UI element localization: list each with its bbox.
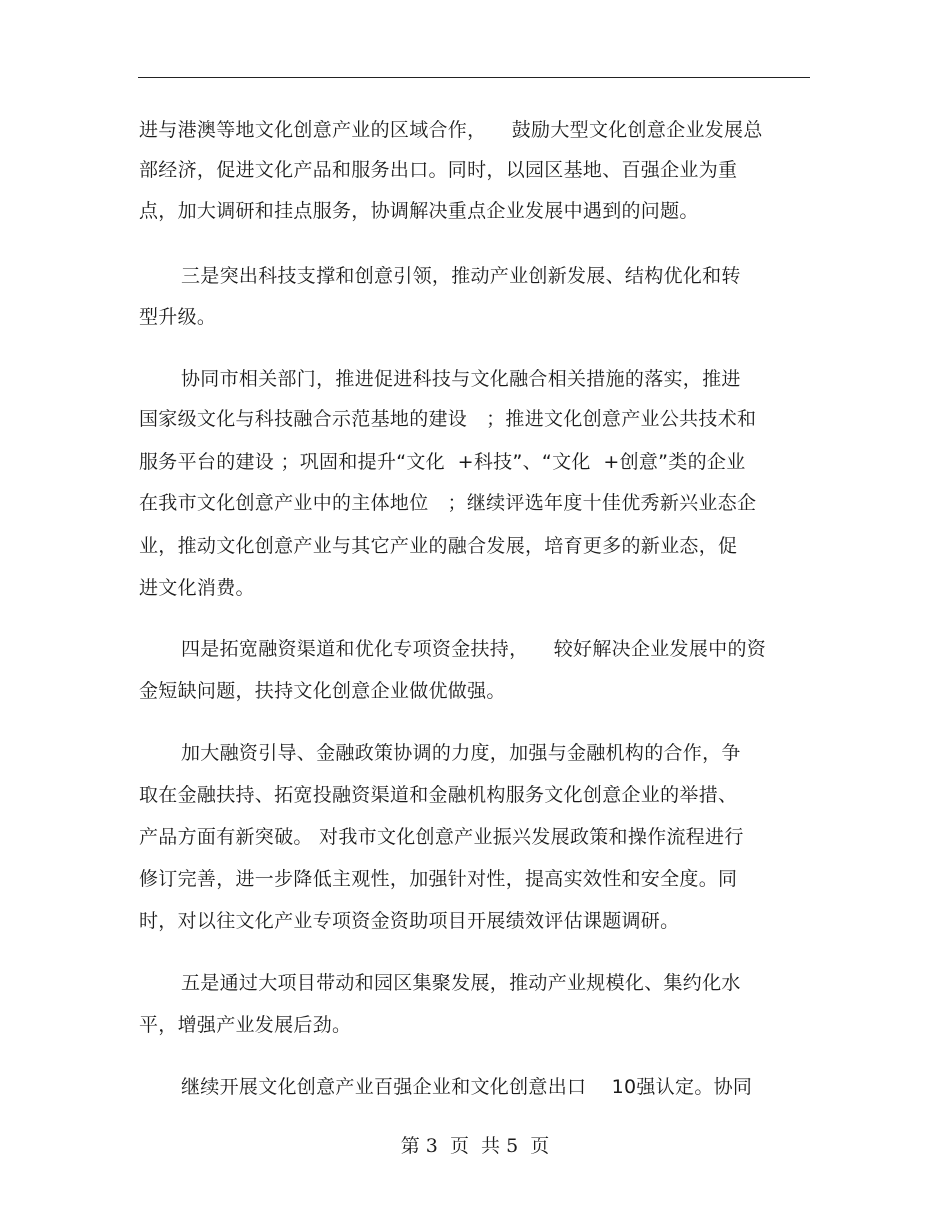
header-rule	[138, 77, 810, 78]
paragraph-1-line-2: 部经济，促进文化产品和服务出口。同时，以园区基地、百强企业为重	[139, 159, 738, 181]
paragraph-3-line-1: 协同市相关部门，推进促进科技与文化融合相关措施的落实，推进	[181, 368, 741, 390]
paragraph-4-line-1: 四是拓宽融资渠道和优化专项资金扶持， 较好解决企业发展中的资	[181, 638, 767, 660]
paragraph-3-line-4: 在我市文化创意产业中的主体地位 ；继续评选年度十佳优秀新兴业态企	[139, 492, 757, 514]
page-number-footer: 第 3 页 共 5 页	[400, 1135, 550, 1157]
paragraph-7-line-1: 继续开展文化创意产业百强企业和文化创意出口 10强认定。协同	[181, 1076, 753, 1098]
paragraph-1-line-3: 点，加大调研和挂点服务，协调解决重点企业发展中遇到的问题。	[139, 200, 699, 222]
paragraph-2-line-2: 型升级。	[139, 306, 217, 328]
paragraph-2-line-1: 三是突出科技支撑和创意引领，推动产业创新发展、结构优化和转	[181, 265, 741, 287]
paragraph-6-line-2: 平，增强产业发展后劲。	[139, 1014, 352, 1036]
paragraph-5-line-1: 加大融资引导、金融政策协调的力度，加强与金融机构的合作，争	[181, 742, 741, 764]
paragraph-1-line-1: 进与港澳等地文化创意产业的区域合作， 鼓励大型文化创意企业发展总	[139, 119, 763, 141]
paragraph-5-line-2: 取在金融扶持、拓宽投融资渠道和金融机构服务文化创意企业的举措、	[139, 784, 738, 806]
paragraph-5-line-4: 修订完善，进一步降低主观性，加强针对性，提高实效性和安全度。同	[139, 868, 738, 890]
paragraph-5-line-5: 时，对以往文化产业专项资金资助项目开展绩效评估课题调研。	[139, 910, 680, 932]
paragraph-3-line-5: 业，推动文化创意产业与其它产业的融合发展，培育更多的新业态，促	[139, 535, 738, 557]
paragraph-3-line-3: 服务平台的建设 ；巩固和提升“文化 +科技”、“文化 +创意”类的企业	[139, 451, 746, 473]
paragraph-5-line-3: 产品方面有新突破。 对我市文化创意产业振兴发展政策和操作流程进行	[139, 826, 744, 848]
paragraph-6-line-1: 五是通过大项目带动和园区集聚发展，推动产业规模化、集约化水	[181, 972, 741, 994]
paragraph-4-line-2: 金短缺问题，扶持文化创意企业做优做强。	[139, 680, 506, 702]
paragraph-3-line-6: 进文化消费。	[139, 577, 255, 599]
paragraph-3-line-2: 国家级文化与科技融合示范基地的建设 ；推进文化创意产业公共技术和	[139, 408, 757, 430]
